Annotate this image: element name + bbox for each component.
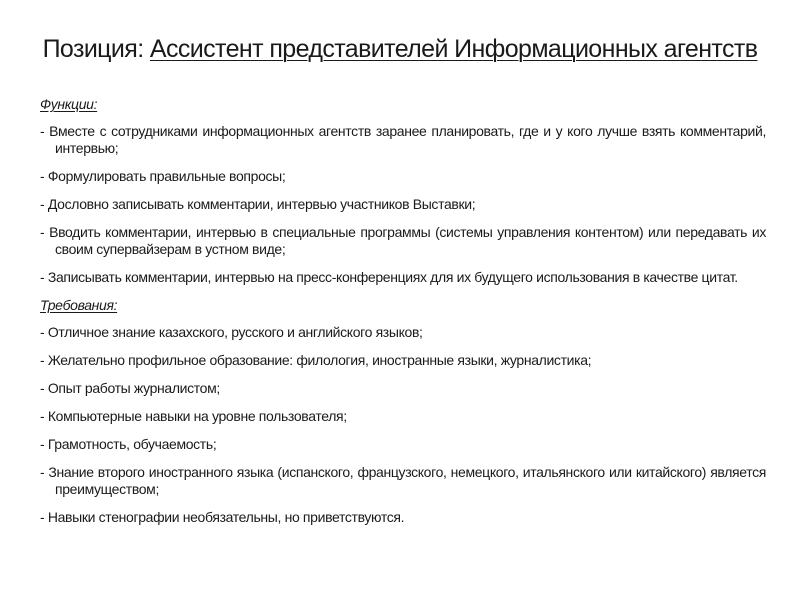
- requirements-item-3: - Опыт работы журналистом;: [40, 380, 220, 396]
- slide-title: [0, 32, 800, 66]
- requirements-item-7: - Навыки стенографии необязательны, но приветствуются.: [40, 509, 405, 525]
- title-prefix: Позиция:: [42, 35, 144, 63]
- title-position-name: Ассистент представителей Информационных агентств: [149, 35, 758, 63]
- functions-item-5: - Записывать комментарии, интервью на пресс-конференциях для их будущего использования в качестве цитат.: [40, 269, 738, 285]
- requirements-item-2: - Желательно профильное образование: филология, иностранные языки, журналистика;: [40, 352, 592, 368]
- functions-item-1: - Вместе с сотрудниками информационных агентств заранее планировать, где и у кого лучше взять комментарий, интервью;: [40, 123, 766, 156]
- functions-item-2: - Формулировать правильные вопросы;: [40, 168, 286, 184]
- functions-item-3: - Дословно записывать комментарии, интервью участников Выставки;: [40, 196, 476, 212]
- requirements-section: [40, 297, 766, 526]
- requirements-item-6: - Знание второго иностранного языка (испанского, французского, немецкого, итальянского или китайского) является преимуществом;: [40, 464, 766, 497]
- functions-label: Функции:: [40, 96, 98, 112]
- requirements-label: Требования:: [40, 297, 118, 313]
- slide-body: [40, 96, 766, 537]
- requirements-item-5: - Грамотность, обучаемость;: [40, 436, 217, 452]
- requirements-item-4: - Компьютерные навыки на уровне пользователя;: [40, 408, 347, 424]
- functions-item-4: - Вводить комментарии, интервью в специальные программы (системы управления контентом) или передавать их своим супервайзерам в устном виде;: [40, 224, 766, 257]
- requirements-item-1: - Отличное знание казахского, русского и английского языков;: [40, 324, 423, 340]
- functions-section: [40, 96, 766, 286]
